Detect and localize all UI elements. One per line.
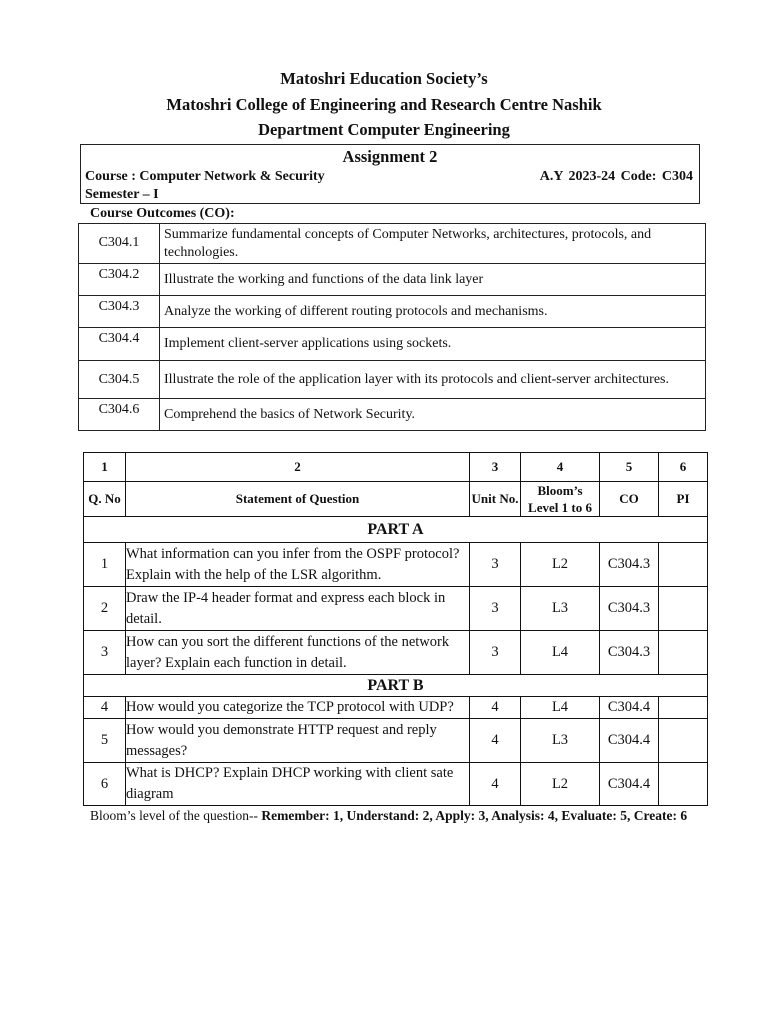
column-header: CO [600, 482, 659, 517]
question-number: 3 [84, 631, 126, 675]
question-row [84, 587, 708, 631]
co-description: Illustrate the role of the application layer with its protocols and client-server architectures. [160, 361, 706, 399]
question-unit: 4 [470, 719, 521, 763]
co-row [79, 399, 706, 431]
column-header: Unit No. [470, 482, 521, 517]
co-code: C304.5 [79, 361, 160, 399]
question-co: C304.4 [600, 697, 659, 719]
department-name: Department Computer Engineering [258, 120, 510, 139]
academic-year-code: A.Y 2023-24 Code: C304 [539, 169, 693, 184]
question-pi [659, 587, 708, 631]
co-description: Summarize fundamental concepts of Computer Networks, architectures, protocols, and technologies. [160, 224, 706, 264]
co-code: C304.4 [79, 328, 160, 361]
column-number-row [84, 453, 708, 482]
question-number: 1 [84, 543, 126, 587]
question-number: 6 [84, 763, 126, 806]
questions-table [83, 452, 708, 806]
question-unit: 4 [470, 763, 521, 806]
question-pi [659, 543, 708, 587]
co-row [79, 264, 706, 296]
course-name: Course : Computer Network & Security [85, 169, 325, 184]
question-bloom-level: L2 [521, 763, 600, 806]
question-unit: 3 [470, 587, 521, 631]
co-description: Implement client-server applications using sockets. [160, 328, 706, 361]
question-text: How would you demonstrate HTTP request and reply messages? [126, 719, 470, 763]
part-a-label: PART A [84, 517, 708, 543]
part-b-label: PART B [84, 675, 708, 697]
bloom-level-legend [90, 806, 690, 826]
question-text: How would you categorize the TCP protocol with UDP? [126, 697, 470, 719]
question-row [84, 697, 708, 719]
column-number: 3 [470, 453, 521, 482]
column-header: Q. No [84, 482, 126, 517]
co-row [79, 361, 706, 399]
co-description: Analyze the working of different routing protocols and mechanisms. [160, 296, 706, 328]
question-number: 4 [84, 697, 126, 719]
co-row [79, 224, 706, 264]
co-code: C304.1 [79, 224, 160, 264]
column-number: 6 [659, 453, 708, 482]
question-co: C304.4 [600, 719, 659, 763]
question-text: What information can you infer from the OSPF protocol? Explain with the help of the LSR algorithm. [126, 543, 470, 587]
column-header: PI [659, 482, 708, 517]
question-text: How can you sort the different functions of the network layer? Explain each function in detail. [126, 631, 470, 675]
question-row [84, 719, 708, 763]
column-number: 5 [600, 453, 659, 482]
question-row [84, 763, 708, 806]
question-bloom-level: L4 [521, 697, 600, 719]
legend-levels: Remember: 1, Understand: 2, Apply: 3, Analysis: 4, Evaluate: 5, Create: 6 [261, 808, 688, 823]
part-a-row [84, 517, 708, 543]
column-header: Statement of Question [126, 482, 470, 517]
question-pi [659, 697, 708, 719]
question-unit: 3 [470, 543, 521, 587]
course-outcomes-table [78, 223, 706, 431]
column-number: 2 [126, 453, 470, 482]
co-code: C304.2 [79, 264, 160, 296]
co-code: C304.3 [79, 296, 160, 328]
question-row [84, 631, 708, 675]
question-number: 5 [84, 719, 126, 763]
question-co: C304.3 [600, 587, 659, 631]
question-bloom-level: L3 [521, 587, 600, 631]
assignment-info-box [80, 144, 700, 204]
co-code: C304.6 [79, 399, 160, 431]
question-pi [659, 631, 708, 675]
co-row [79, 328, 706, 361]
co-description: Comprehend the basics of Network Security. [160, 399, 706, 431]
question-unit: 3 [470, 631, 521, 675]
question-text: Draw the IP-4 header format and express each block in detail. [126, 587, 470, 631]
question-bloom-level: L2 [521, 543, 600, 587]
question-co: C304.3 [600, 543, 659, 587]
column-number: 1 [84, 453, 126, 482]
part-b-row [84, 675, 708, 697]
course-outcomes-heading: Course Outcomes (CO): [90, 206, 235, 221]
question-text: What is DHCP? Explain DHCP working with client sate diagram [126, 763, 470, 806]
assignment-title: Assignment 2 [342, 147, 438, 166]
question-pi [659, 719, 708, 763]
question-bloom-level: L3 [521, 719, 600, 763]
question-bloom-level: L4 [521, 631, 600, 675]
column-header-row [84, 482, 708, 517]
question-pi [659, 763, 708, 806]
column-number: 4 [521, 453, 600, 482]
semester-label: Semester – I [85, 187, 159, 202]
question-unit: 4 [470, 697, 521, 719]
question-row [84, 543, 708, 587]
legend-prefix: Bloom’s level of the question-- [90, 808, 262, 823]
college-name: Matoshri College of Engineering and Research Centre Nashik [166, 95, 602, 114]
institution-name: Matoshri Education Society’s [280, 69, 488, 88]
question-number: 2 [84, 587, 126, 631]
question-co: C304.4 [600, 763, 659, 806]
co-description: Illustrate the working and functions of the data link layer [160, 264, 706, 296]
co-row [79, 296, 706, 328]
column-header: Bloom’s Level 1 to 6 [521, 482, 600, 517]
question-co: C304.3 [600, 631, 659, 675]
